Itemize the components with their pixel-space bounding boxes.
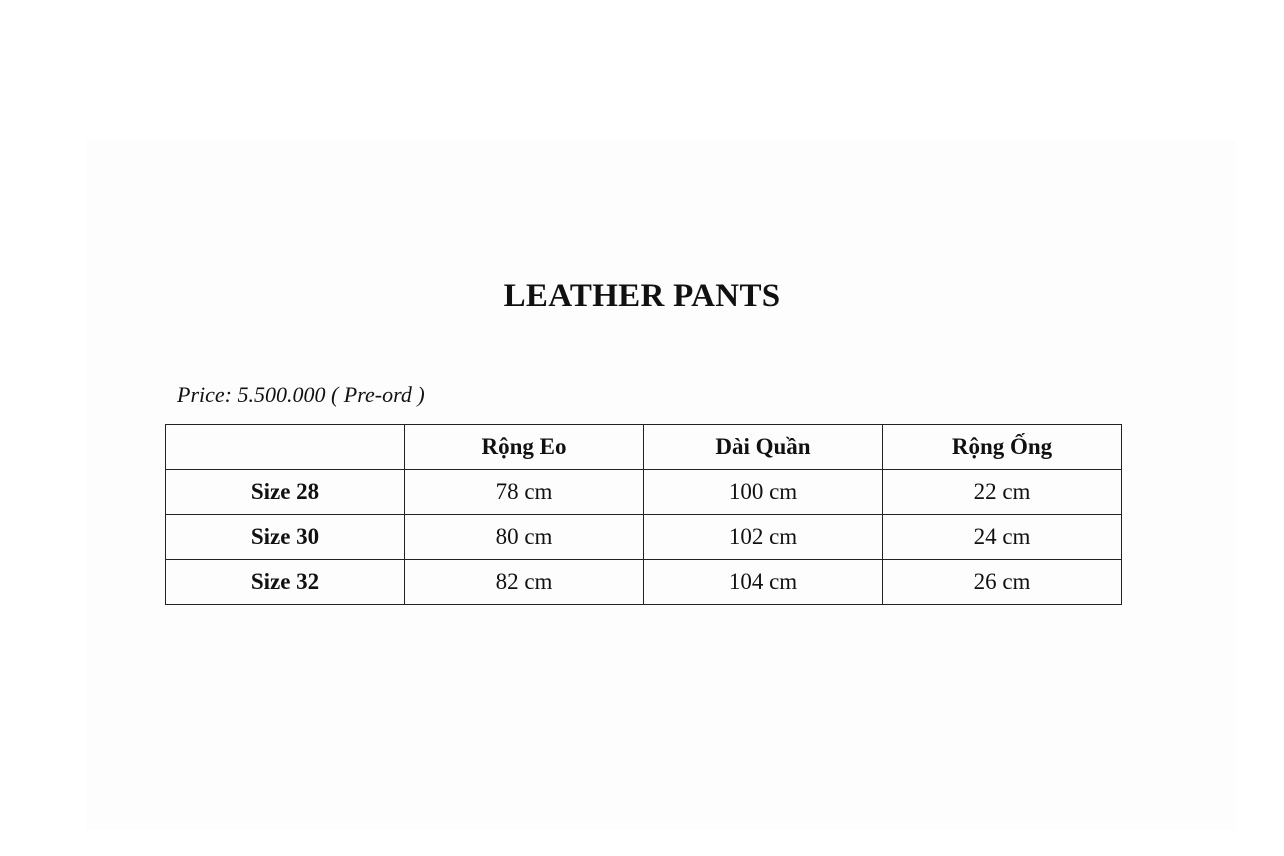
leg-opening-value: 22 cm — [883, 470, 1122, 515]
size-label: Size 30 — [166, 515, 405, 560]
length-value: 104 cm — [644, 560, 883, 605]
price-text: Price: 5.500.000 ( Pre-ord ) — [177, 382, 425, 407]
length-value: 102 cm — [644, 515, 883, 560]
size-label: Size 28 — [166, 470, 405, 515]
leg-opening-value: 24 cm — [883, 515, 1122, 560]
document-title: LEATHER PANTS — [503, 278, 781, 314]
size-label: Size 32 — [166, 560, 405, 605]
waist-value: 78 cm — [405, 470, 644, 515]
table-row — [166, 560, 1122, 605]
length-value: 100 cm — [644, 470, 883, 515]
waist-value: 82 cm — [405, 560, 644, 605]
header-empty-cell — [166, 425, 405, 470]
leg-opening-value: 26 cm — [883, 560, 1122, 605]
table-row — [166, 515, 1122, 560]
header-waist: Rộng Eo — [405, 425, 644, 470]
header-leg-opening: Rộng Ống — [883, 425, 1122, 470]
table-row — [166, 470, 1122, 515]
size-chart-table — [165, 424, 1122, 605]
table-header-row — [166, 425, 1122, 470]
header-length: Dài Quần — [644, 425, 883, 470]
waist-value: 80 cm — [405, 515, 644, 560]
